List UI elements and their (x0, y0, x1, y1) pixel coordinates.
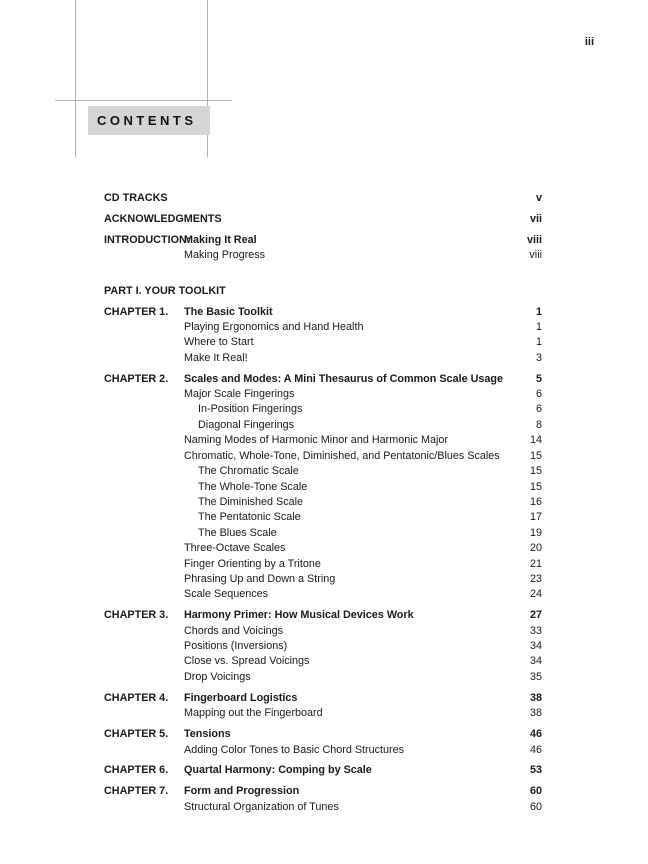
entry-title: In-Position Fingerings (198, 403, 303, 416)
entry-page: 1 (535, 305, 542, 318)
entry-title: Form and Progression (184, 785, 300, 798)
entry-title: Quartal Harmony: Comping by Scale (184, 764, 372, 777)
entry-page: 16 (529, 495, 542, 508)
toc-entry-subsub (104, 464, 542, 479)
entry-title: Making It Real (184, 233, 257, 246)
entry-title: Harmony Primer: How Musical Devices Work (184, 609, 414, 622)
entry-label: CHAPTER 1. (104, 305, 169, 318)
entry-title: PART I. YOUR TOOLKIT (104, 284, 226, 297)
toc-entry-subsub (104, 495, 542, 510)
toc-entry-sub (104, 670, 542, 685)
entry-title: Mapping out the Fingerboard (184, 707, 323, 720)
toc-entry-sub (104, 248, 542, 263)
entry-page: 60 (529, 785, 542, 798)
toc-entry-chapter (104, 763, 542, 778)
entry-title: Finger Orienting by a Tritone (184, 557, 321, 570)
entry-label: CHAPTER 3. (104, 609, 169, 622)
toc-list (104, 191, 542, 815)
entry-title: Chromatic, Whole-Tone, Diminished, and Pentatonic/Blues Scales (184, 449, 500, 462)
entry-title: Fingerboard Logistics (184, 691, 298, 704)
toc-entry-sub (104, 335, 542, 350)
entry-page: 46 (529, 743, 542, 756)
entry-page: 60 (529, 800, 542, 813)
entry-title: Scales and Modes: A Mini Thesaurus of Common Scale Usage (184, 372, 503, 385)
contents-title: CONTENTS (97, 113, 197, 128)
entry-page: 5 (535, 372, 542, 385)
entry-label: CHAPTER 6. (104, 764, 169, 777)
toc-entry-sub (104, 433, 542, 448)
entry-label: INTRODUCTION: (104, 233, 191, 246)
entry-page: 20 (529, 542, 542, 555)
toc-entry-chapter (104, 305, 542, 320)
toc-entry-sub (104, 387, 542, 402)
toc-entry-sub (104, 449, 542, 464)
entry-title: Three-Octave Scales (184, 542, 286, 555)
header-rule (55, 100, 232, 101)
entry-title: The Basic Toolkit (184, 305, 273, 318)
toc-entry-chapter (104, 727, 542, 742)
entry-page: 27 (529, 609, 542, 622)
toc-entry-subsub (104, 480, 542, 495)
toc-entry-sub (104, 800, 542, 815)
entry-page: 8 (535, 418, 542, 431)
entry-label: CHAPTER 5. (104, 728, 169, 741)
toc-entry-sub (104, 351, 542, 366)
entry-page: 35 (529, 670, 542, 683)
entry-title: Major Scale Fingerings (184, 388, 295, 401)
entry-label: CD TRACKS (104, 192, 168, 204)
entry-page: 34 (529, 640, 542, 653)
entry-label: CHAPTER 7. (104, 785, 169, 798)
entry-page: 38 (529, 707, 542, 720)
entry-title: The Whole-Tone Scale (198, 480, 308, 493)
entry-page: 23 (529, 572, 542, 585)
entry-page: viii (529, 249, 542, 262)
entry-title: Making Progress (184, 249, 266, 262)
entry-page: 21 (529, 557, 542, 570)
toc-entry-sub (104, 587, 542, 602)
entry-title: Close vs. Spread Voicings (184, 655, 310, 668)
entry-page: 46 (529, 728, 542, 741)
toc-entry-front (104, 233, 542, 248)
entry-title: Adding Color Tones to Basic Chord Structures (184, 743, 405, 756)
entry-page: 1 (535, 320, 542, 333)
toc-entry-front (104, 191, 542, 206)
toc-entry-chapter (104, 608, 542, 623)
entry-title: Naming Modes of Harmonic Minor and Harmonic Major (184, 434, 449, 447)
entry-page: 38 (529, 691, 542, 704)
entry-title: Diagonal Fingerings (198, 418, 295, 431)
entry-page: 15 (529, 465, 542, 478)
entry-page: 14 (529, 434, 542, 447)
toc-entry-sub (104, 706, 542, 721)
column-rule-left (75, 0, 76, 157)
toc-entry-sub (104, 320, 542, 335)
entry-label: CHAPTER 2. (104, 372, 169, 385)
entry-title: Tensions (184, 728, 231, 741)
toc-entry-subsub (104, 418, 542, 433)
toc-part-heading (104, 284, 542, 299)
toc-entry-subsub (104, 526, 542, 541)
toc-entry-subsub (104, 510, 542, 525)
entry-page: 15 (529, 449, 542, 462)
entry-title: Chords and Voicings (184, 624, 284, 637)
toc-entry-sub (104, 572, 542, 587)
entry-page: 19 (529, 526, 542, 539)
contents-header-box (88, 106, 210, 135)
entry-page: 24 (529, 588, 542, 601)
entry-title: Where to Start (184, 336, 254, 349)
entry-title: Positions (Inversions) (184, 640, 288, 653)
entry-title: Phrasing Up and Down a String (184, 572, 336, 585)
toc-entry-front (104, 212, 542, 227)
entry-title: The Blues Scale (198, 526, 277, 539)
entry-page: v (535, 192, 542, 204)
toc-entry-sub (104, 743, 542, 758)
toc-entry-chapter (104, 784, 542, 799)
entry-page: 17 (529, 511, 542, 524)
toc-entry-sub (104, 541, 542, 556)
entry-page: 34 (529, 655, 542, 668)
entry-page: 6 (535, 388, 542, 401)
toc-entry-sub (104, 639, 542, 654)
entry-page: 3 (535, 351, 542, 364)
entry-page: 1 (535, 336, 542, 349)
entry-page: 15 (529, 480, 542, 493)
entry-title: The Chromatic Scale (198, 465, 299, 478)
toc-entry-subsub (104, 402, 542, 417)
entry-page: 53 (529, 764, 542, 777)
entry-page: 6 (535, 403, 542, 416)
entry-title: Structural Organization of Tunes (184, 800, 339, 813)
toc-entry-sub (104, 624, 542, 639)
entry-title: Playing Ergonomics and Hand Health (184, 320, 364, 333)
entry-title: Make It Real! (184, 351, 248, 364)
toc-entry-chapter (104, 691, 542, 706)
toc-entry-chapter (104, 372, 542, 387)
page-folio: iii (584, 36, 594, 48)
entry-page: 33 (529, 624, 542, 637)
entry-page: viii (526, 233, 542, 246)
entry-title: Drop Voicings (184, 670, 251, 683)
entry-label: ACKNOWLEDGMENTS (104, 212, 222, 225)
entry-title: The Pentatonic Scale (198, 511, 301, 524)
entry-title: Scale Sequences (184, 588, 269, 601)
entry-page: vii (529, 212, 542, 225)
entry-title: The Diminished Scale (198, 495, 304, 508)
toc-entry-sub (104, 557, 542, 572)
entry-label: CHAPTER 4. (104, 691, 169, 704)
toc-entry-sub (104, 654, 542, 669)
